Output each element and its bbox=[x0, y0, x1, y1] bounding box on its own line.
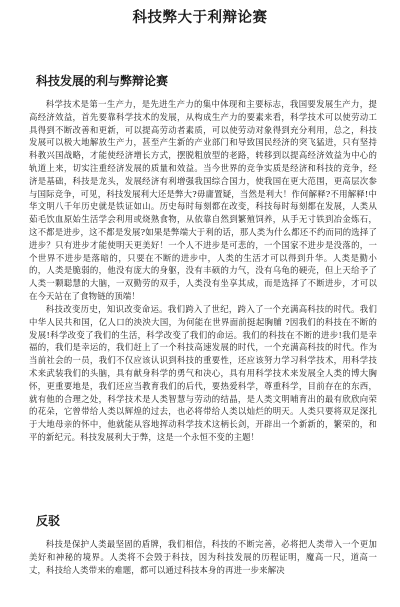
section-heading-rebuttal: 反驳 bbox=[36, 514, 61, 528]
section-heading-pros-cons: 科技发展的利与弊辩论赛 bbox=[36, 74, 169, 88]
body-paragraph-2: 科技改变历史，知识改变命运。我们跨入了世纪，跨入了一个充满高科技的时代。我们中华人民共和国，亿人口的泱泱大国，为何能在世界面前挺起胸脯 ?因我们的科技在不断的发展!科学改变了我们的生活，科学改变了我们的命运。我们的科技在不断的进步!我们是幸福的，我们是幸运的，我们赶上了一个科技高速发展的时代，一个充满高科技的时代。作为当前社会的一员，我们不仅应该认识到科技的重要性，还应该努力学习科学技术，用科学技术来武装我们的头脑，具有献身科学的勇气和决心，具有用科学技术来发展全人类的博大胸怀，更重要地是，我们还应当教育我们的后代，要热爱科学，尊重科学，目前存在的东西，就有他的合理之处，科学技术是人类智慧与劳动的结晶，是人类文明哺育出的最有欣欣向荣的花朵，它曾带给人类以辉煌的过去，也必将带给人类以灿烂的明天。人类只要将双足深扎于大地母亲的怀中，他就能从容地挥动科学技术这柄长剑，开辟出一个新新的，繁荣的，和平的新纪元。科技发展利大于弊，这是一个永恒不变的主题！ bbox=[29, 304, 377, 442]
document-title: 科技弊大于利辩论赛 bbox=[132, 9, 268, 26]
body-paragraph-1: 科学技术是第一生产力，是先进生产力的集中体现和主要标志，我国要发展生产力，提高经济效益，首先要靠科学技术的发展，从构成生产力的要素来看，科学技术可以使劳动工具得到不断改善和更新，可以提高劳动者素质，可以使劳动对象得到充分利用，总之，科技发展可以极大地解放生产力，甚至产生新的产业部门和导致国民经济的突飞猛进，只有坚持科教兴国战略，才能使经济增长方式，摆脱粗放型的老路，转移到以提高经济效益为中心的轨道上来，切实注重经济发展的质量和效益。当今世界的竞争实质是经济和科技的竞争，经济是基础，科技是龙头，发展经济有利增强我国综合国力，使我国在更大范围，更高层次参与国际竞争，可见，科技发展利大还是弊大?毋庸置疑，当然是利大！作何解释?不用解释!中华文明八千年历史就是铁证如山。历史每时每刻都在改变，科技每时每刻都在发展，人类从茹毛饮血原始生活学会利用或烧熟食物，从依靠自然到繁殖饲养，从手无寸铁到冶金炼石，这不都是进步，这不都是发展?如果是弊端大于利的话，那人类为什么都还不约而同的选择了进步？只有进步才能使明天更美好！一个人不进步是可悲的，一个国家不进步是没落的，一个世界不进步是落暗的，只要在不断的进步中，人类的生活才可以得到升华。人类是勤小的，人类是脆弱的，他没有庞大的身躯，没有丰硕的力气，没有乌龟的硬壳，但上天给予了人类一颗聪慧的大脑，一双勤劳的双手，人类没有坐享其成，而是选择了不断进步，才可以在今天站在了食物链的顶端！ bbox=[29, 99, 377, 301]
body-paragraph-3: 科技是保护人类最坚固的盾牌，我们相信，科技的不断完善，必将把人类带入一个更加美好和神秘的境界。人类将不会毁于科技，因为科技发展的历程证明，魔高一尺，道高一丈，科技给人类带来的难题，都可以通过科技本身的再进一步来解决 bbox=[29, 539, 377, 575]
